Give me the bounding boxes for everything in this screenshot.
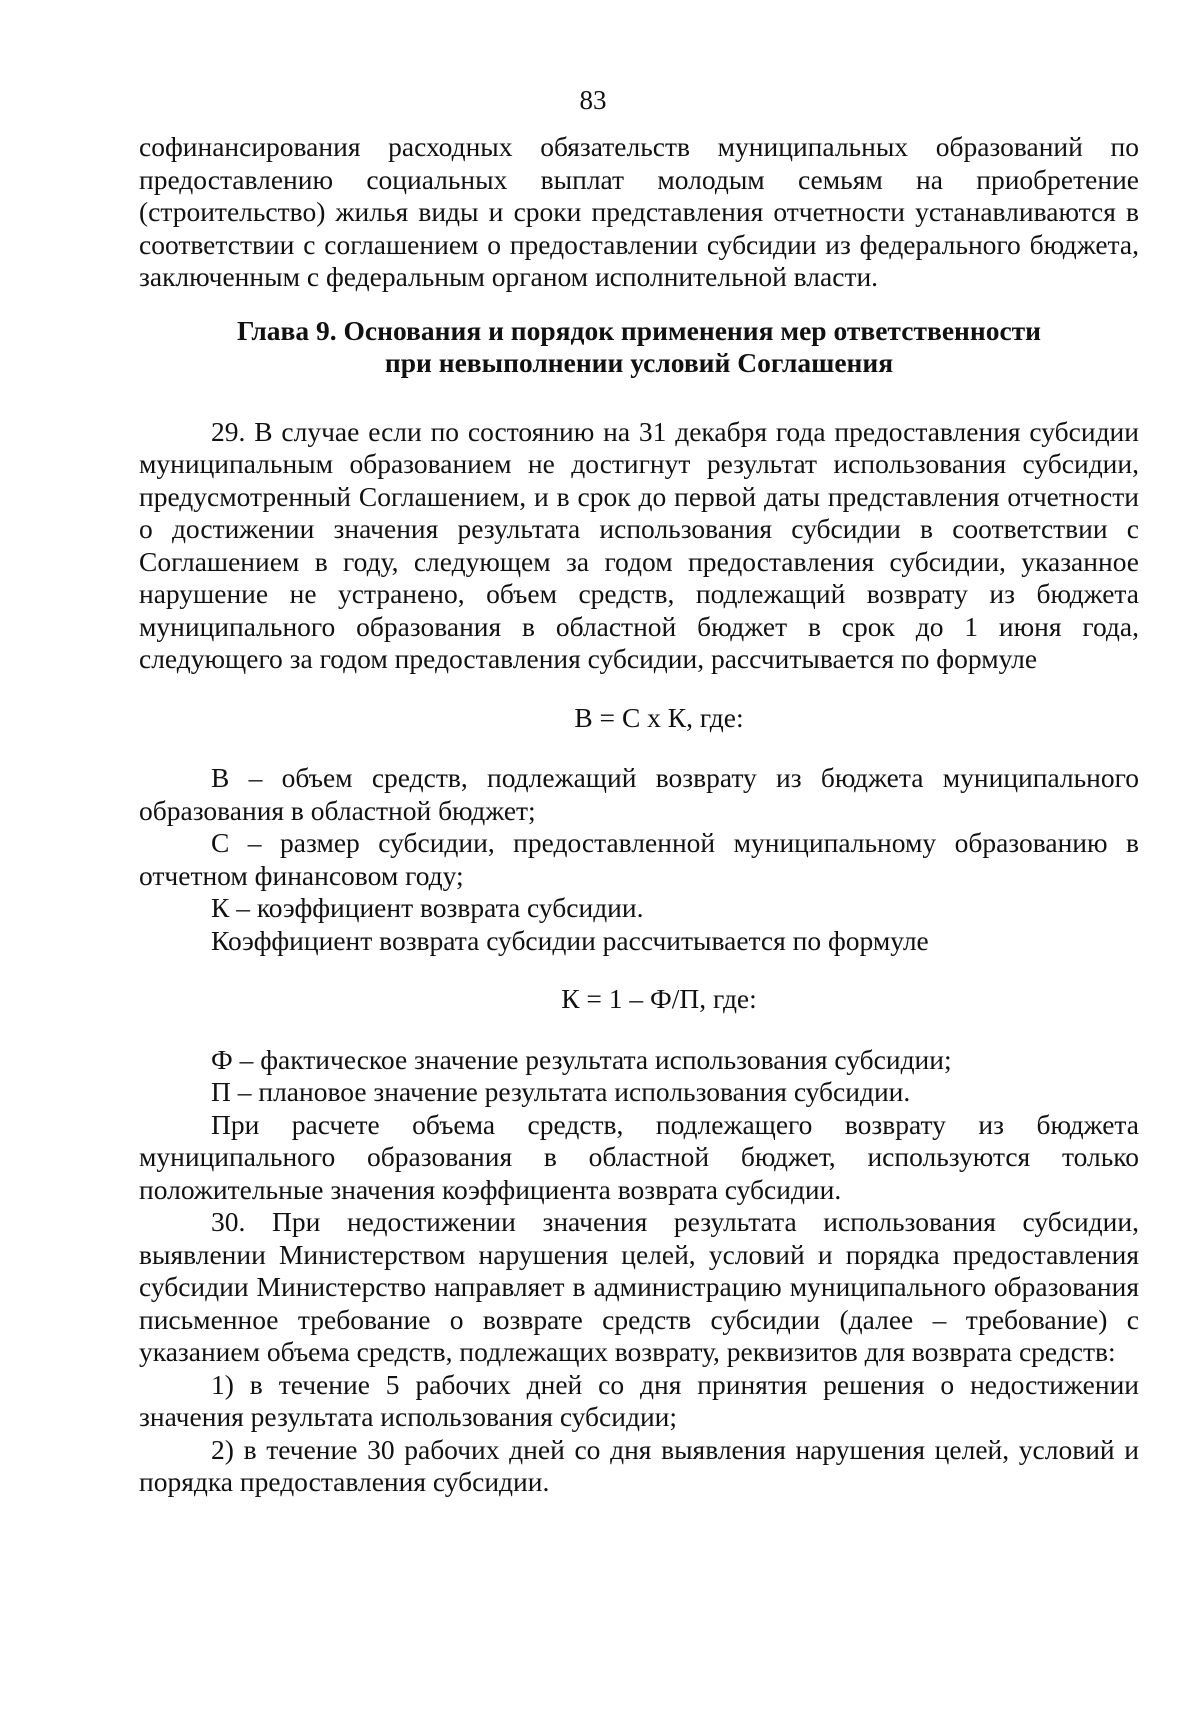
definition-b: В – объем средств, подлежащий возврату из бюджета муниципального образования в областной бюджет; [139,762,1139,826]
document-body [139,131,1139,1499]
coefficient-intro: Коэффициент возврата субсидии рассчитывается по формуле [211,924,929,956]
definition-p: П – плановое значение результата использования субсидии. [211,1076,911,1107]
formula-coefficient: К = 1 – Ф/П, где: [561,983,757,1014]
paragraph-30: 30. При недостижении значения результата использования субсидии, выявлении Министерством нарушения целей, условий и порядка предоставления субсидии Министерство направляет в администрацию муниципального образования письменное требование о возврате средств субсидии (далее – требование) с указанием объема средств, подлежащих возврату, реквизитов для возврата средств: [139,1206,1139,1367]
chapter-heading-line-1: Глава 9. Основания и порядок применения мер ответственности [236,314,1042,346]
definition-k: К – коэффициент возврата субсидии. [211,892,644,923]
chapter-heading-line-2: при невыполнении условий Соглашения [384,347,894,378]
intro-paragraph: софинансирования расходных обязательств муниципальных образований по предоставлению социальных выплат молодым семьям на приобретение (строительство) жилья виды и сроки представления отчетности устанавливаются в соответствии с соглашением о предоставлении субсидии из федерального бюджета, заключенным с федеральным органом исполнительной власти. [139,131,1139,292]
paragraph-29: 29. В случае если по состоянию на 31 декабря года предоставления субсидии муниципальным образованием не достигнут результат использования субсидии, предусмотренный Соглашением, и в срок до первой даты представления отчетности о достижении значения результата использования субсидии в соответствии с Соглашением в году, следующем за годом предоставления субсидии, указанное нарушение не устранено, объем средств, подлежащий возврату из бюджета муниципального образования в областной бюджет в срок до 1 июня года, следующего за годом предоставления субсидии, рассчитывается по формуле [139,415,1139,674]
formula-return-amount: В = С х К, где: [574,701,744,733]
page-number: 83 [579,85,607,115]
definition-f: Ф – фактическое значение результата использования субсидии; [211,1043,952,1075]
definition-c: С – размер субсидии, предоставленной муниципальному образованию в отчетном финансовом году; [139,827,1139,891]
paragraph-30-item-2: 2) в течение 30 рабочих дней со дня выявления нарушения целей, условий и порядка предоставления субсидии. [139,1433,1139,1497]
paragraph-30-item-1: 1) в течение 5 рабочих дней со дня принятия решения о недостижении значения результата использования субсидии; [139,1368,1139,1432]
chapter-heading [139,315,1139,380]
calculation-note: При расчете объема средств, подлежащего возврату из бюджета муниципального образования в областной бюджет, используются только положительные значения коэффициента возврата субсидии. [139,1108,1139,1205]
